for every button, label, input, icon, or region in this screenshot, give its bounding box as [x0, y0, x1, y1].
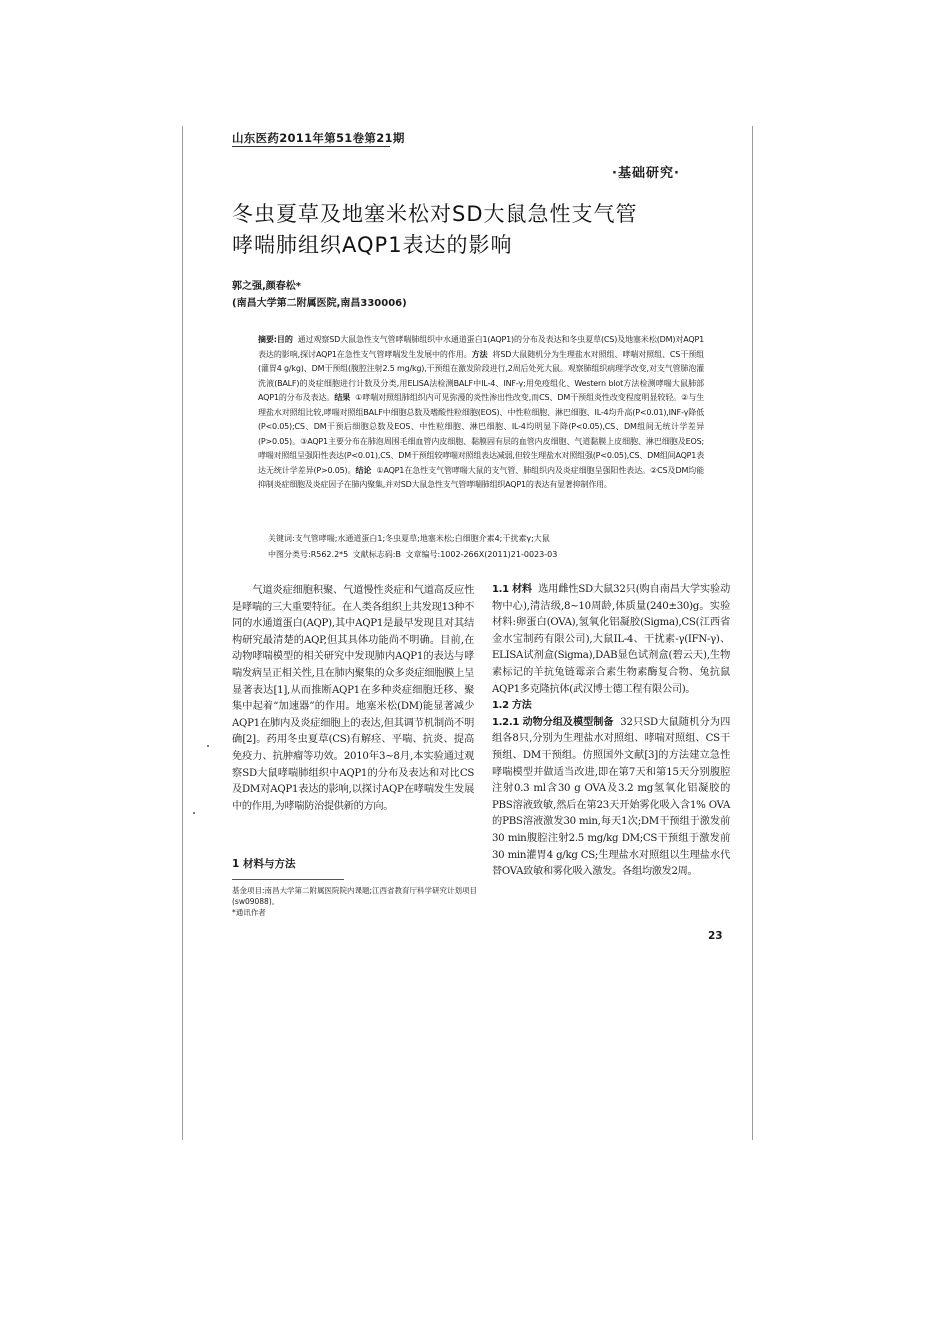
methods-label: 方法	[471, 349, 488, 359]
scan-speck	[207, 745, 209, 747]
footnotes	[232, 885, 480, 918]
scan-left-border	[182, 126, 183, 1140]
affiliation: (南昌大学第二附属医院,南昌330006)	[232, 298, 407, 309]
conclusion-text: ①AQP1在急性支气管哮喘大鼠的支气管、肺组织内及炎症细胞呈强阳性表达。②CS及DM均能抑制炎症细胞及炎症因子在肺内聚集,并对SD大鼠急性支气管哮喘肺组织AQP1的表达有显著抑制作用。	[258, 465, 704, 489]
classification-info: 中图分类号:R562.2*5 文献标志码:B 文章编号:1002-266X(2011)21-0023-03	[268, 550, 558, 559]
intro-paragraph: 气道炎症细胞积聚、气道慢性炎症和气道高反应性是哮喘的三大重要特征。在人类各组织上共发现13种不同的水通道蛋白(AQP),其中AQP1是最早发现且对其结构研究最清楚的AQP,但其具体功能尚不明确。目前,在动物哮喘模型的相关研究中发现肺内AQP1的表达与哮喘发病呈正相关性,且在肺内聚集的众多炎症细胞膜上呈显著表达[1],从而推断AQP1在多种炎症细胞迁移、聚集中起着“加速器”的作用。地塞米松(DM)能显著减少AQP1在肺内及炎症细胞上的表达,但其调节机制尚不明确[2]。药用冬虫夏草(CS)有解痉、平喘、抗炎、提高免疫力、抗肿瘤等功效。2010年3~8月,本实验通过观察SD大鼠哮喘肺组织中AQP1的分布及表达和对比CS及DM对AQP1表达的影响,以探讨AQP在哮喘发生发展中的作用,为哮喘防治提供新的方向。	[232, 585, 474, 812]
footnote-rule	[232, 879, 344, 880]
corresponding-footnote: *通讯作者	[232, 908, 266, 917]
header-rule	[232, 146, 390, 147]
abstract-label: 摘要:	[258, 335, 277, 344]
results-text: ①哮喘对照组肺组织内可见弥漫的炎性渗出性改变,而CS、DM干预组炎性改变程度明显较轻。②与生理盐水对照组比较,哮喘对照组BALF中细胞总数及嗜酸性粒细胞(EOS)、中性粒细胞、淋巴细胞、IL-4均升高(P<0.01),INF-γ降低(P<0.05);CS、DM干预后细胞总数及EOS、中性粒细胞、淋巴细胞、IL-4均明显下降(P<0.05),CS、DM组间无统计学差异(P>0.05)。③AQP1主要分布在肺泡周围毛细血管内皮细胞、黏膜固有层的血管内皮细胞、气道黏膜上皮细胞、淋巴细胞及EOS;哮喘对照组呈强阳性表达(P<0.01),CS、DM干预组较哮喘对照组表达减弱,但较生理盐水对照组强(P<0.05),CS、DM组间AQP1表达无统计学差异(P>0.05)。	[258, 393, 705, 475]
subsection-1-2-1-label: 1.2.1 动物分组及模型制备	[492, 716, 614, 728]
authors: 郭之强,颜春松*	[232, 281, 302, 292]
scan-right-border	[752, 126, 753, 1140]
keywords: 关键词:支气管哮喘;水通道蛋白1;冬虫夏草;地塞米松;白细胞介素4;干扰素γ;大鼠	[268, 534, 550, 543]
body-column-right	[492, 582, 730, 881]
section-label: ·基础研究·	[612, 166, 680, 181]
article-title-line1: 冬虫夏草及地塞米松对SD大鼠急性支气管	[232, 202, 638, 226]
objective-text: 通过观察SD大鼠急性支气管哮喘肺组织中水通道蛋白1(AQP1)的分布及表达和冬虫夏草(CS)及地塞米松(DM)对AQP1表达的影响,探讨AQP1在急性支气管哮喘发生发展中的作用。	[258, 335, 704, 359]
subsection-1-2-1-text: 32只SD大鼠随机分为四组各8只,分别为生理盐水对照组、哮喘对照组、CS干预组、DM干预组。仿照国外文献[3]的方法建立急性哮喘模型并做适当改进,即在第7天和第15天分别腹腔注射0.3 ml含30 g OVA及3.2 mg氢氧化铝凝胶的PBS溶液致敏,然后在第23天开始雾化吸入含1% OVA的PBS溶液激发30 min,每天1次;DM干预组于激发前30 min腹腔注射2.5 mg/kg DM;CS干预组于激发前30 min灌胃4 g/kg CS;生理盐水对照组以生理盐水代替OVA致敏和雾化吸入激发。各组均激发2周。	[492, 716, 730, 878]
subsection-1-2-label: 1.2 方法	[492, 700, 532, 712]
scan-speck	[193, 812, 195, 814]
section-heading-materials-methods: 1 材料与方法	[232, 858, 296, 870]
results-label: 结果	[334, 393, 351, 402]
journal-header: 山东医药2011年第51卷第21期	[232, 131, 405, 145]
conclusion-label: 结论	[355, 465, 372, 475]
article-title-line2: 哮喘肺组织AQP1表达的影响	[232, 233, 513, 257]
abstract	[258, 333, 704, 493]
fund-footnote: 基金项目:南昌大学第二附属医院院内课题;江西省教育厅科学研究计划项目(sw09088)。	[232, 886, 478, 906]
page-number: 23	[708, 930, 723, 942]
methods-text: 将SD大鼠随机分为生理盐水对照组、哮喘对照组、CS干预组(灌胃4 g/kg)、DM干预组(腹腔注射2.5 mg/kg),干预组在激发阶段进行,2周后处死大鼠。观察肺组织病理学改变,对支气管肺泡灌洗液(BALF)的炎症细胞进行计数及分类,用ELISA法检测BALF中IL-4、INF-γ;用免疫组化、Western blot方法检测哮喘大鼠肺部AQP1的分布及表达。	[258, 349, 704, 402]
objective-label: 目的	[276, 335, 293, 344]
body-column-left	[232, 583, 474, 815]
subsection-1-1-text: 选用雌性SD大鼠32只(购自南昌大学实验动物中心),清洁级,8~10周龄,体质量(240±30)g。实验材料:卵蛋白(OVA),氢氧化铝凝胶(Sigma),CS(江西省金水宝制药有限公司),大鼠IL-4、干扰素-γ(IFN-γ)、ELISA试剂盒(Sigma),DAB显色试剂盒(碧云天),生物素标记的羊抗兔链霉亲合素生物素酶复合物、兔抗鼠AQP1多克隆抗体(武汉博士德工程有限公司)。	[492, 584, 730, 695]
subsection-1-1-label: 1.1 材料	[492, 584, 532, 595]
